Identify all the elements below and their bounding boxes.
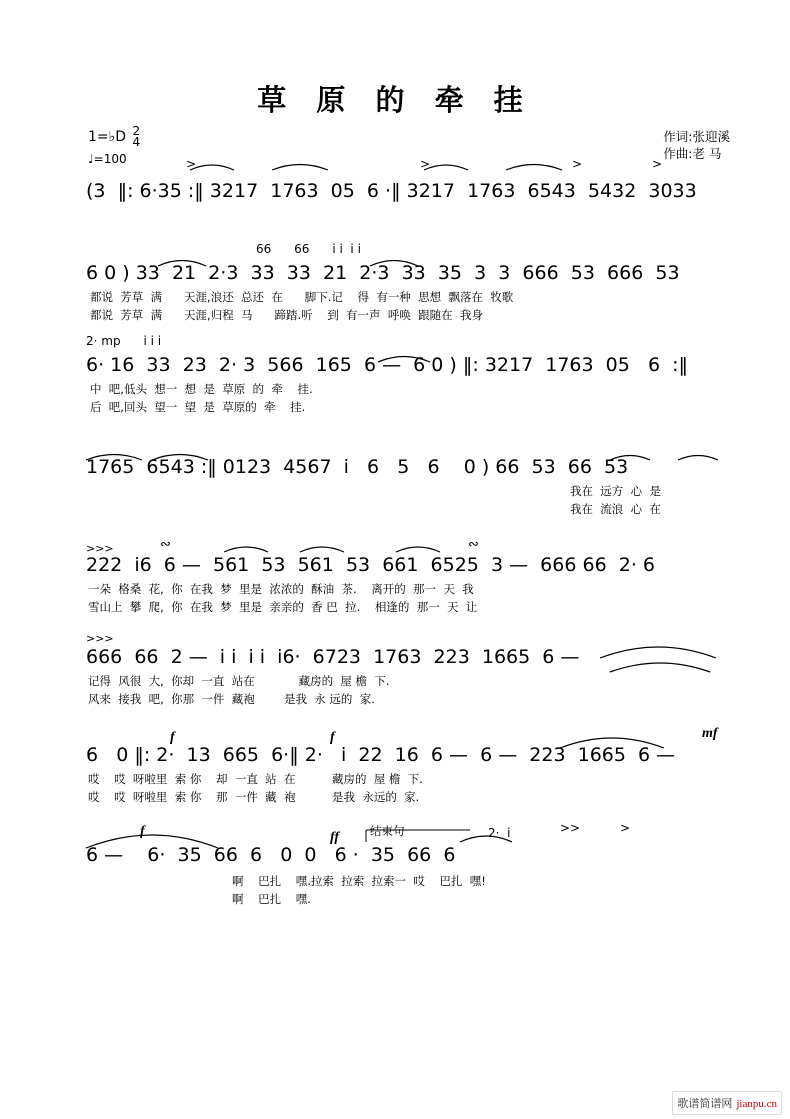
- svg-text:>: >: [620, 821, 631, 835]
- svg-text:>>: >>: [560, 821, 581, 835]
- ending-phrase-label: 结束句: [370, 824, 405, 838]
- line8-lyrics-verse2: 啊 巴扎 嘿.: [232, 892, 311, 906]
- line6-lyrics-verse2: 风来 接我 吧, 你那 一件 藏袍 是我 永 远的 家.: [88, 692, 375, 706]
- line3-lyrics-verse1: 中 吧,低头 想一 想 是 草原 的 牵 挂.: [90, 382, 313, 396]
- svg-text:>: >: [186, 158, 197, 171]
- svg-text:∾: ∾: [468, 537, 479, 552]
- credits: [663, 128, 730, 162]
- time-signature-denominator: 4: [132, 135, 141, 149]
- line7-notes: 6 0 ‖: 2· 13 665 6·‖ 2· i 22 16 6 — 6 — 223 1665 6 —: [86, 744, 676, 766]
- quarter-note-icon: ♩: [88, 152, 94, 166]
- dynamic-fortissimo: ff: [330, 830, 340, 845]
- line4-lyrics-verse2: 我在 流浪 心 在: [570, 502, 661, 516]
- dynamic-forte-2: f: [330, 730, 335, 745]
- tempo-value: =100: [93, 152, 127, 166]
- line2-lyrics-verse2: 都说 芳草 满 天涯,归程 马 蹄踏.听 到 有一声 呼唤 跟随在 我身: [90, 308, 483, 322]
- key-signature: [88, 126, 140, 148]
- line7-lyrics-verse2: 哎 哎 呀啦里 索 你 那 一件 藏 袍 是我 永远的 家.: [88, 790, 420, 804]
- second-ending-label: 2· i: [488, 826, 511, 840]
- svg-text:>: >: [420, 158, 431, 171]
- watermark: [672, 1091, 782, 1115]
- svg-text:>>>: >>>: [86, 542, 114, 555]
- line5-lyrics-verse2: 雪山上 攀 爬, 你 在我 梦 里是 亲亲的 香 巴 拉. 相逢的 那一 天 让: [88, 600, 478, 614]
- watermark-site-name: 歌谱简谱网: [677, 1098, 733, 1110]
- time-signature: [132, 126, 140, 148]
- composer-line: 作曲:老 马: [663, 146, 722, 161]
- svg-text:>: >: [652, 158, 663, 171]
- line2-notes: 6 0 ) 33 21 2·3 33 33 21 2·3 33 35 3 3 666 53 666 53: [86, 262, 680, 284]
- line8-lyrics-verse1: 啊 巴扎 嘿.拉索 拉索 拉索一 哎 巴扎 嘿!: [232, 874, 486, 888]
- svg-text:∾: ∾: [160, 537, 171, 552]
- line4-notes: 1765 6543 :‖ 0123 4567 i 6 5 6 0 ) 66 53 66 53: [86, 456, 629, 478]
- dynamic-mezzo-forte: mf: [702, 726, 718, 741]
- key-signature-text: 1=♭D: [88, 129, 127, 145]
- line1-notes: (3 ‖: 6·35 :‖ 3217 1763 05 6 ·‖ 3217 1763 6543 5432 3033: [86, 180, 697, 202]
- dynamic-forte-1: f: [170, 730, 175, 745]
- page-title: 草 原 的 牵 挂: [257, 83, 533, 117]
- line5-notes: 222 i6 6 — 561 53 561 53 661 6525 3 — 666 66 2· 6: [86, 554, 655, 576]
- line6-lyrics-verse1: 记得 风很 大, 你却 一直 站在 藏房的 屋 檐 下.: [88, 674, 390, 688]
- line4-lyrics-verse1: 我在 远方 心 是: [570, 484, 661, 498]
- dynamic-forte-3: f: [140, 824, 145, 839]
- line5-lyrics-verse1: 一朵 格桑 花, 你 在我 梦 里是 浓浓的 酥油 茶. 离开的 那一 天 我: [88, 582, 474, 596]
- line7-lyrics-verse1: 哎 哎 呀啦里 索 你 却 一直 站 在 藏房的 屋 檐 下.: [88, 772, 423, 786]
- line3-lyrics-verse2: 后 吧,回头 望一 望 是 草原的 牵 挂.: [90, 400, 306, 414]
- lyricist-line: 作词:张迎溪: [663, 129, 730, 144]
- line8-notes: 6 — 6· 35 66 6 0 0 6 · 35 66 6: [86, 844, 456, 866]
- svg-text:>: >: [572, 158, 583, 171]
- watermark-url: jianpu.cn: [736, 1098, 777, 1110]
- time-signature-numerator: 2: [132, 124, 141, 138]
- line3-notes: 6· 16 33 23 2· 3 566 165 6 — 6 0 ) ‖: 3217 1763 05 6 :‖: [86, 354, 689, 376]
- line6-notes: 666 66 2 — i i i i i6· 6723 1763 223 1665 6 —: [86, 646, 580, 668]
- line2-upper-octave-marks: 66 66 i i i i: [256, 242, 361, 256]
- line3-upper-marks: 2· mp i i i: [86, 334, 162, 348]
- line2-lyrics-verse1: 都说 芳草 满 天涯,浪还 总还 在 脚下.记 得 有一种 思想 飘落在 牧歌: [90, 290, 514, 304]
- svg-text:>>>: >>>: [86, 632, 114, 645]
